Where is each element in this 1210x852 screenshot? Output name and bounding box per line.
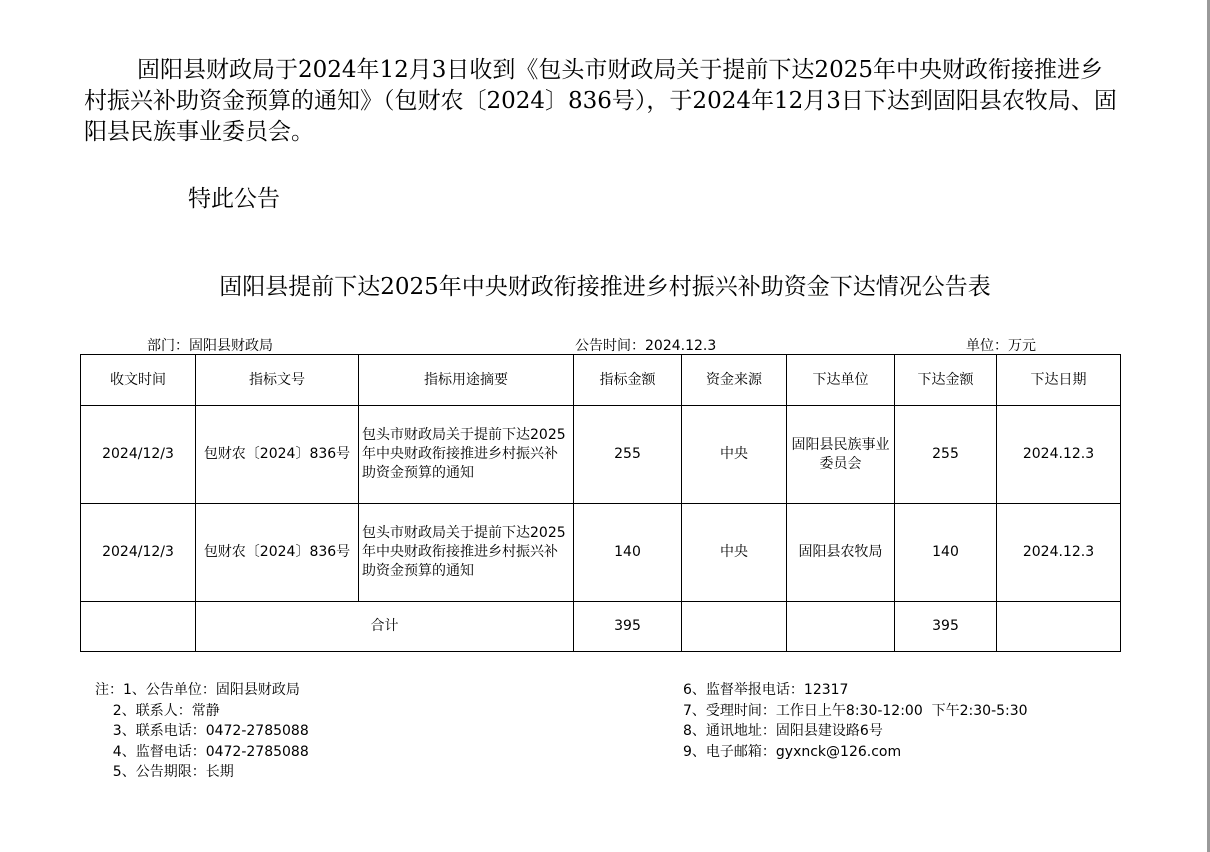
source-cell: 中央 xyxy=(682,504,787,602)
note-publisher: 注：1、公告单位：固阳县财政局 xyxy=(95,682,300,698)
header-source: 资金来源 xyxy=(682,355,787,406)
issue-date-cell: 2024.12.3 xyxy=(997,406,1121,504)
receipt-date-cell: 2024/12/3 xyxy=(81,504,196,602)
note-contact: 2、联系人：常静 xyxy=(95,702,220,719)
total-empty-cell xyxy=(997,602,1121,652)
notice-text: 特此公告 xyxy=(188,186,280,212)
table-title: 固阳县提前下达2025年中央财政衔接推进乡村振兴补助资金下达情况公告表 xyxy=(219,274,991,300)
note-address: 8、通讯地址：固阳县建设路6号 xyxy=(683,723,883,739)
header-receipt-date: 收文时间 xyxy=(81,355,196,406)
total-empty-cell xyxy=(682,602,787,652)
total-row xyxy=(81,602,1121,652)
notes-right xyxy=(683,680,1028,762)
issued-amount-cell: 255 xyxy=(895,406,997,504)
table-row xyxy=(81,406,1121,504)
announcement-date: 公告时间：2024.12.3 xyxy=(575,338,717,354)
issued-amount-cell: 140 xyxy=(895,504,997,602)
purpose-cell: 包头市财政局关于提前下达2025年中央财政衔接推进乡村振兴补助资金预算的通知 xyxy=(359,504,574,602)
note-office-hours: 7、受理时间：工作日上午8:30-12:00 下午2:30-5:30 xyxy=(683,702,1028,719)
total-issued-amount: 395 xyxy=(895,602,997,652)
note-period: 5、公告期限：长期 xyxy=(95,764,234,780)
notes-left xyxy=(95,680,309,783)
purpose-cell: 包头市财政局关于提前下达2025年中央财政衔接推进乡村振兴补助资金预算的通知 xyxy=(359,406,574,504)
total-amount: 395 xyxy=(574,602,682,652)
note-contact-phone: 3、联系电话：0472-2785088 xyxy=(95,723,309,739)
header-issued-amount: 下达金额 xyxy=(895,355,997,406)
total-empty-cell xyxy=(787,602,895,652)
note-report-phone: 6、监督举报电话：12317 xyxy=(683,682,849,698)
amount-cell: 255 xyxy=(574,406,682,504)
amount-cell: 140 xyxy=(574,504,682,602)
unit-label: 单位：万元 xyxy=(966,338,1036,354)
total-label: 合计 xyxy=(196,602,574,652)
funding-table xyxy=(80,354,1121,652)
note-email: 9、电子邮箱：gyxnck@126.com xyxy=(683,743,902,760)
header-amount: 指标金额 xyxy=(574,355,682,406)
header-recipient: 下达单位 xyxy=(787,355,895,406)
header-issue-date: 下达日期 xyxy=(997,355,1121,406)
recipient-cell: 固阳县农牧局 xyxy=(787,504,895,602)
doc-number-cell: 包财农〔2024〕836号 xyxy=(196,504,359,602)
issue-date-cell: 2024.12.3 xyxy=(997,504,1121,602)
total-empty-cell xyxy=(81,602,196,652)
recipient-cell: 固阳县民族事业委员会 xyxy=(787,406,895,504)
doc-number-cell: 包财农〔2024〕836号 xyxy=(196,406,359,504)
source-cell: 中央 xyxy=(682,406,787,504)
header-doc-number: 指标文号 xyxy=(196,355,359,406)
department-label: 部门：固阳县财政局 xyxy=(147,338,273,354)
intro-paragraph: 固阳县财政局于2024年12月3日收到《包头市财政局关于提前下达2025年中央财政衔接推进乡村振兴补助资金预算的通知》（包财农〔2024〕836号），于2024年12月3日下达到固阳县农牧局、固阳县民族事业委员会。 xyxy=(84,57,1117,145)
table-row xyxy=(81,504,1121,602)
header-purpose: 指标用途摘要 xyxy=(359,355,574,406)
note-supervision-phone: 4、监督电话：0472-2785088 xyxy=(95,743,309,760)
receipt-date-cell: 2024/12/3 xyxy=(81,406,196,504)
table-header-row xyxy=(81,355,1121,406)
